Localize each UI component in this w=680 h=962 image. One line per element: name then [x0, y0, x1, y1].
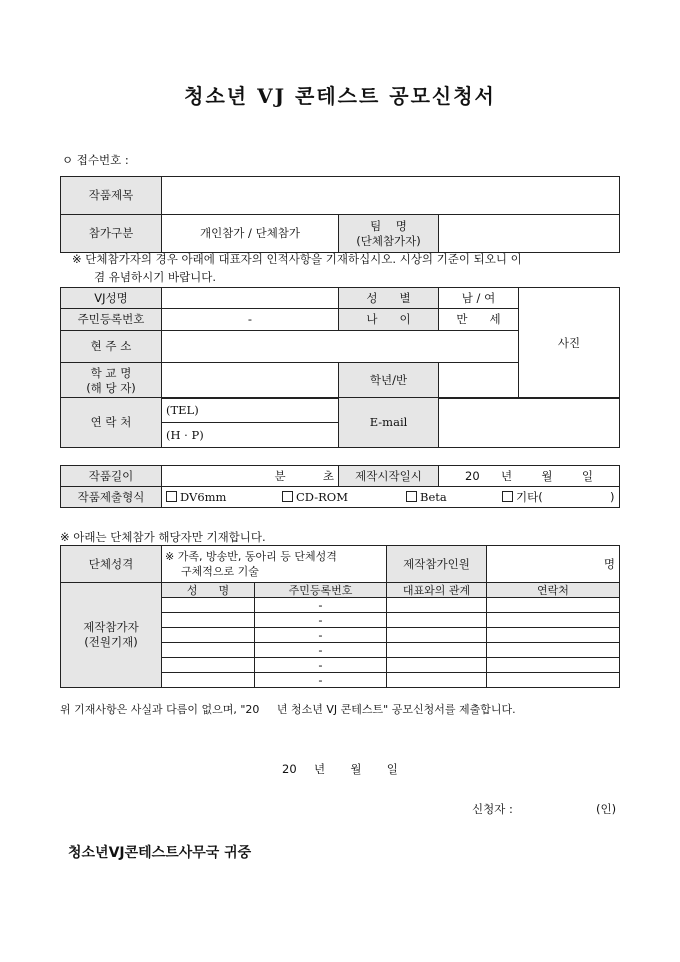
group-table [60, 545, 620, 688]
participant-name[interactable] [162, 643, 255, 658]
group-note: ※ 아래는 단체참가 해당자만 기재합니다. [60, 530, 266, 544]
participants-label-line2: (전원기재) [84, 635, 138, 649]
format-option-other[interactable]: 기타( [502, 490, 543, 505]
format-options [162, 487, 620, 508]
format-option-cdrom[interactable]: CD-ROM [282, 490, 348, 505]
participant-rrn[interactable]: - [255, 673, 387, 688]
checkbox-icon[interactable] [406, 491, 417, 502]
col-relation-header: 대표와의 관계 [387, 583, 487, 598]
participant-name[interactable] [162, 598, 255, 613]
school-label-line1: 학 교 명 [90, 365, 132, 380]
participant-name[interactable] [162, 628, 255, 643]
sign-date-year: 년 [313, 762, 326, 776]
participant-contact[interactable] [487, 598, 620, 613]
participant-rrn[interactable]: - [255, 628, 387, 643]
representative-note-line1: ※ 단체참가자의 경우 아래에 대표자의 인적사항을 기재하십시오. 시상의 기준이 되오니 이 [72, 252, 522, 266]
team-name-label-line1: 팀 명 [370, 218, 407, 233]
signature-date [282, 762, 398, 777]
format-label: 작품제출형식 [61, 487, 162, 508]
participant-rrn[interactable]: - [255, 658, 387, 673]
participant-rrn[interactable]: - [255, 613, 387, 628]
grade-label: 학년/반 [339, 363, 439, 399]
age-value[interactable]: 만 세 [439, 309, 519, 331]
seal-label: (인) [596, 802, 617, 816]
member-count-label: 제작참가인원 [387, 546, 487, 583]
grade-field[interactable] [439, 363, 519, 399]
participant-rrn[interactable]: - [255, 598, 387, 613]
gender-label: 성 별 [339, 288, 439, 309]
col-contact-header: 연락처 [487, 583, 620, 598]
checkbox-icon[interactable] [502, 491, 513, 502]
participants-label [61, 583, 162, 688]
sign-date-day: 일 [386, 762, 398, 776]
work-info-table [60, 176, 620, 253]
group-nature-desc-line1: ※ 가족, 방송반, 동아리 등 단체성격 [165, 550, 337, 563]
start-date-label: 제작시작일시 [339, 466, 439, 487]
start-date-day: 일 [581, 468, 593, 483]
email-field[interactable] [439, 398, 620, 448]
contact-label: 연 락 처 [61, 398, 162, 448]
length-label: 작품길이 [61, 466, 162, 487]
start-date-20: 20 [465, 468, 480, 483]
participant-relation[interactable] [387, 598, 487, 613]
team-name-field[interactable] [439, 215, 620, 253]
representative-note-line2: 겸 유념하시기 바랍니다. [94, 270, 217, 284]
rrn-field[interactable]: - [162, 309, 339, 331]
vj-name-label: VJ성명 [61, 288, 162, 309]
receipt-number-label: ㅇ 접수번호 : [62, 153, 129, 167]
category-value[interactable]: 개인참가 / 단체참가 [162, 215, 339, 253]
school-field[interactable] [162, 363, 339, 399]
rrn-label: 주민등록번호 [61, 309, 162, 331]
start-date-month: 월 [541, 468, 553, 483]
group-nature-desc-line2: 구체적으로 기술 [181, 565, 259, 578]
age-label: 나 이 [339, 309, 439, 331]
participant-relation[interactable] [387, 673, 487, 688]
participant-name[interactable] [162, 673, 255, 688]
member-count-field[interactable]: 명 [487, 546, 620, 583]
participant-name[interactable] [162, 658, 255, 673]
participant-name[interactable] [162, 613, 255, 628]
page-title: 청소년 VJ 콘테스트 공모신청서 [184, 84, 496, 108]
photo-box: 사진 [519, 288, 620, 399]
representative-table [60, 287, 620, 399]
start-date-field[interactable] [439, 466, 620, 487]
format-option-dv6mm[interactable]: DV6mm [166, 490, 226, 505]
checkbox-icon[interactable] [282, 491, 293, 502]
participant-relation[interactable] [387, 628, 487, 643]
applicant-label: 신청자 : [472, 802, 513, 816]
work-title-label: 작품제목 [61, 177, 162, 215]
address-label: 현 주 소 [61, 331, 162, 363]
category-label: 참가구분 [61, 215, 162, 253]
gender-value[interactable]: 남 / 여 [439, 288, 519, 309]
minute-unit: 분 [274, 468, 286, 483]
participant-rrn[interactable]: - [255, 643, 387, 658]
participant-relation[interactable] [387, 613, 487, 628]
participant-contact[interactable] [487, 643, 620, 658]
group-nature-desc[interactable] [162, 546, 387, 583]
contact-table [60, 397, 620, 448]
hp-field[interactable]: (H · P) [162, 423, 339, 448]
checkbox-icon[interactable] [166, 491, 177, 502]
participant-contact[interactable] [487, 628, 620, 643]
team-name-label [339, 215, 439, 253]
tel-field[interactable]: (TEL) [162, 398, 339, 423]
format-option-beta[interactable]: Beta [406, 490, 447, 505]
vj-name-field[interactable] [162, 288, 339, 309]
sign-date-20: 20 [282, 762, 297, 776]
sign-date-month: 월 [350, 762, 362, 776]
col-name-header: 성 명 [162, 583, 255, 598]
participant-contact[interactable] [487, 658, 620, 673]
recipient: 청소년VJ콘테스트사무국 귀중 [68, 845, 252, 861]
participant-contact[interactable] [487, 613, 620, 628]
school-label-line2: (해 당 자) [86, 380, 136, 395]
work-title-field[interactable] [162, 177, 620, 215]
start-date-year: 년 [501, 468, 513, 483]
col-rrn-header: 주민등록번호 [255, 583, 387, 598]
length-field[interactable] [162, 466, 339, 487]
second-unit: 초 [322, 468, 334, 483]
work-spec-table [60, 465, 620, 508]
participants-label-line1: 제작참가자 [83, 620, 139, 634]
participant-relation[interactable] [387, 658, 487, 673]
address-field[interactable] [162, 331, 519, 363]
format-other-close: ) [610, 490, 615, 504]
declaration-text: 위 기재사항은 사실과 다름이 없으며, "20 년 청소년 VJ 콘테스트" 공모신청서를 제출합니다. [60, 703, 516, 716]
team-name-label-line2: (단체참가자) [356, 233, 421, 248]
group-nature-label: 단체성격 [61, 546, 162, 583]
school-label [61, 363, 162, 399]
participant-relation[interactable] [387, 643, 487, 658]
participant-contact[interactable] [487, 673, 620, 688]
email-label: E-mail [339, 398, 439, 448]
